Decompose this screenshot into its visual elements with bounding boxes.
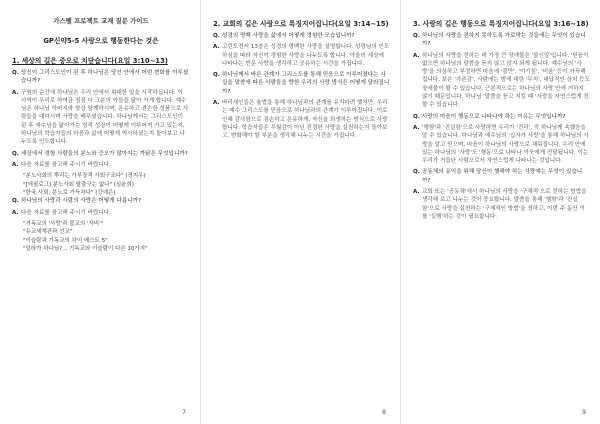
page-number: 7: [182, 409, 186, 416]
answer: A. 교회 또는 '공동체'에서 하나님의 사랑을 '구체적'으로 전하는 방법을 생각해 보고 나누는 것이 중요합니다. 말씀을 통해 '행함'과 '진실함'으로 사랑을 실천하는 '구체적인 방법'을 정하고, 이번 주 동안 이를 '실행'하는 것이 필요합니다.: [413, 189, 587, 220]
page-7: [0, 0, 200, 424]
answer: A. 고린도전서 13장은 성경의 명백한 사랑을 설명합니다. 성령님의 인도하심을 따라 자신이 경험한 사랑을 나누도록 합니다. 아울러 세상에 나타나는 반문 사랑을 생각하고 공유하는 시간을 가집니다.: [213, 44, 390, 67]
reference-quote: "유교세계관과 선교": [23, 229, 73, 236]
question: Q. 당신이 그리스도인이 된 후 하나님은 당신 안에서 어떤 변화를 이루셨습니까?: [12, 70, 189, 85]
answer: A. 하나님의 사랑을 전하는 데 가장 큰 장애물은 '불신앙'입니다. '믿음이 없으면 하나님의 말씀을 듣지 않고 앉지 되게 됩니다. 예수님의 '사랑'을 의심하고 부정하면 마음에 '불만', '이기심', '비움' 등이 가득해집니다. 보은 '자존감', 사람에는 범에 대한 '무지', 대답적인 상처 등도 장애물이 될 수 있습니다. 근본적으로는 하나님의 사랑 안에 거하지 않기 때문입니다. 하나님 '말씀을 듣고 지킬 때 '사랑을 자연스럽게 전할 수 있습니다.: [413, 52, 590, 109]
reference-quote: "알라가 하나님?... 기독교와 이슬람이 다른 10가지": [23, 246, 148, 253]
lesson-title: GP신약5-5 사랑으로 행동한다는 것은: [43, 37, 159, 45]
page-number: 8: [382, 409, 386, 416]
answer: A. 구원의 순간에 하나님은 우리 안에서 위대한 일을 시작하십니다. 이 사역이 우리로 하여금 점점 더 그분의 아들을 닮아 가게 합니다. 예수님은 하나님 아버지와 항상 함께하시며, 온유하고 겸손한 성품으로 사람들을 대하시며 사랑을 베푸셨습니다. 하나님께서는 그리스도인이 된 후 예수님을 닮아가는 영적 성장이 어떻게 이루어져 가고 있는지, 하나님의 학습자들의 마음과 삶에 어떻게 역사하셨는지 돌아보고 나누도록 인도합니다.: [12, 89, 189, 146]
section-title-3: 3. 사랑의 길은 행동으로 특징지어집니다(요일 3:16~18): [413, 20, 589, 28]
question: Q. 하나님의 사랑과 사람의 사랑은 어떻게 다릅니까?: [12, 198, 141, 205]
question: Q. 공동체의 유익을 위해 당신이 행해야 하는 사랑에는 무엇이 있습니까?: [413, 169, 583, 184]
reference-quote: "분노사회의 뿌리는 가부장적 사회구조다" (정지우): [23, 173, 146, 180]
guide-header: 가스펠 프로젝트 교재 질문 가이드: [53, 17, 149, 25]
page-8: [200, 0, 400, 424]
question: Q. 사랑의 마음이 행동으로 나타나야 하는 이유는 무엇입니까?: [413, 113, 566, 120]
reference-quote: "한국 사회, 분노로 가득차다" (강예은): [23, 190, 116, 197]
question: Q. 하나님께서 바른 관계가 그리스도를 통해 믿음으로 이루어졌다는 사실을 말씀에 따른 사람들을 향한 우리의 사랑 방식은 어떻게 달라집니까?: [213, 72, 390, 95]
reference-quote: "거독교의 '사랑'과 불교의 '자비'": [23, 221, 104, 228]
section-title-2: 2. 교회의 길은 사랑으로 특징지어집니다(요일 3:14~15): [213, 20, 389, 28]
reference-quote: "[에필로그] 분노사회 탈출구는 없나" (심윤희): [23, 181, 134, 188]
section-title-1: 1. 세상의 길은 중오로 치닫습니다(요일 3:10~13): [12, 57, 168, 65]
answer: A. 다음 자료를 참고해 주시기 바랍니다.: [12, 209, 111, 216]
question: Q. 하나님의 사랑을 전하지 못하도록 가로막는 것들에는 무엇이 있습니까?: [413, 33, 586, 48]
page-number: 9: [582, 409, 586, 416]
question: Q. 성경의 명백 사랑을 삶에서 어떻게 경험한 모습입니까?: [213, 33, 355, 39]
answer: A. '행함'과 '진실함'으로 사랑하면 우리가 '진리', 즉 하나님께 속했음을 알 수 있습니다. 하나님과 예수님의 '십자가 사랑'을 통해 하나님의 사랑을 알고 믿으며, 마음이 하나님의 사랑으로 채워집니다. 우리 안에 있는 하나님의 '사랑'도 '행동'으로 나타나 이웃에게 전달됩니다. 이는 우리가 거듭난 사람으로서 자연스럽게 나타나는 것입니다.: [413, 124, 589, 165]
page-9: [400, 0, 600, 424]
reference-quote: "이슬람과 기독교의 차이 베스트 5": [23, 237, 108, 244]
answer: A. 바리새인들은 율법을 통해 하나님과의 관계를 유지하려 했지만, 우리는 예수 그리스도를 믿음으로 하나님과의 관계가 이루어집니다. 이로 인해 감사함으로 겸손하고 온유하게, 자신을 희생하는 방식으로 사랑합니다. 학습자들은 우월감이 아닌 진정한 사랑을 실천하는지 돌아보고, 변화해야 할 부분을 생각해 나누는 시간을 가집니다.: [213, 100, 388, 140]
question: Q. 세상에서 경험 사람들의 분노와 증오가 많아지는 까닭은 무엇입니까?: [12, 150, 188, 157]
answer: A. 다음 자료를 참고해 주시기 바랍니다.: [12, 161, 111, 168]
